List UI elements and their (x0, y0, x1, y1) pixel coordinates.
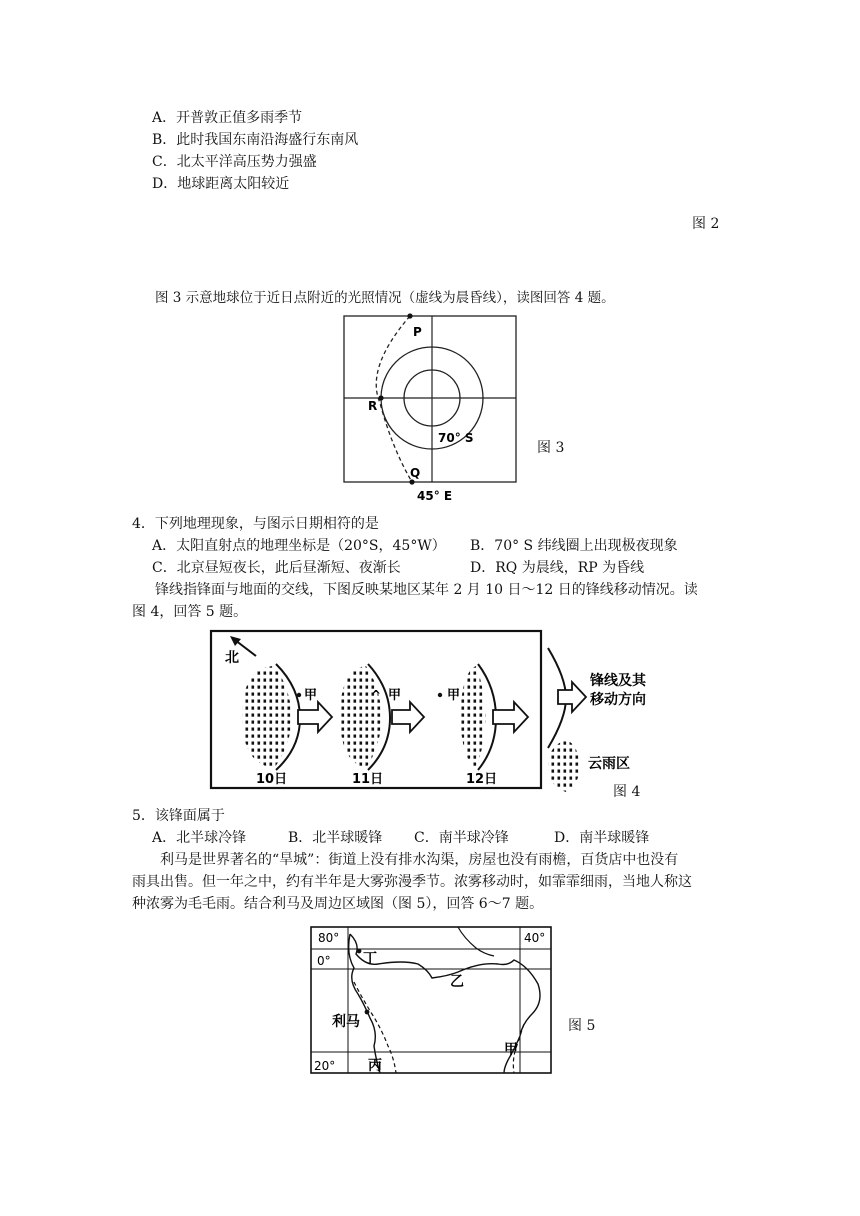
fig5-label-bing: 丙 (368, 1058, 382, 1074)
fig4-intro-line1: 锋线指锋面与地面的交线，下图反映某地区某年 2 月 10 日～12 日的锋线移动情况。读 (155, 582, 698, 598)
fig5-label-lima: 利马 (332, 1014, 360, 1030)
fig5-label-40: 40° (524, 931, 546, 945)
q4-option-c: C．北京昼短夜长，此后昼渐短、夜渐长 (152, 560, 401, 576)
fig3-label-r: R (368, 399, 378, 413)
fig5-label-ding: 丁 (363, 951, 377, 967)
fig5-caption: 图 5 (568, 1018, 596, 1034)
fig2-caption: 图 2 (692, 216, 720, 232)
q4-option-a: A．太阳直射点的地理坐标是（20°S，45°W） (152, 538, 446, 554)
fig5-label-80: 80° (318, 931, 340, 945)
fig4-legend-front-1: 锋线及其 (590, 673, 646, 689)
fig3-label-q: Q (410, 466, 421, 480)
q4-stem: 4．下列地理现象，与图示日期相符的是 (132, 516, 379, 532)
q3-option-a: A．开普敦正值多雨季节 (152, 110, 303, 126)
fig3-label-p: P (413, 325, 422, 339)
fig4-jia-11: 甲 (388, 688, 402, 703)
fig5-label-jia: 甲 (504, 1042, 518, 1058)
fig5-label-eq: 0° (317, 954, 331, 968)
fig3-intro: 图 3 示意地球位于近日点附近的光照情况（虚线为晨昏线），读图回答 4 题。 (155, 290, 615, 306)
fig4-legend-rain: 云雨区 (588, 756, 630, 772)
fig4-jia-10: 甲 (304, 688, 318, 703)
q5-option-c: C．南半球冷锋 (414, 830, 509, 846)
q5-option-b: B．北半球暖锋 (288, 830, 383, 846)
fig5-map (308, 924, 556, 1076)
q3-option-d: D．地球距离太阳较近 (152, 176, 290, 192)
fig4-legend-front-2: 移动方向 (590, 692, 646, 708)
lima-intro-line3: 种浓雾为毛毛雨。结合利马及周边区域图（图 5），回答 6～7 题。 (132, 896, 544, 912)
lima-intro-line2: 雨具出售。但一年之中，约有半年是大雾弥漫季节。浓雾移动时，如霏霏细雨，当地人称这 (132, 874, 692, 890)
fig4-north-label: 北 (225, 650, 239, 666)
fig3-label-lon: 45° E (417, 489, 453, 503)
q4-option-b: B．70° S 纬线圈上出现极夜现象 (470, 538, 678, 554)
fig4-day-12: 12日 (466, 772, 498, 787)
q4-option-d: D．RQ 为晨线，RP 为昏线 (470, 560, 645, 576)
fig4-diagram (208, 628, 656, 800)
q3-option-b: B．此时我国东南沿海盛行东南风 (152, 132, 359, 148)
fig3-caption: 图 3 (537, 440, 565, 456)
fig5-label-20: 20° (314, 1059, 336, 1073)
fig4-day-10: 10日 (256, 772, 288, 787)
fig3-label-lat: 70° S (438, 431, 474, 445)
q5-option-a: A．北半球冷锋 (152, 830, 247, 846)
q5-stem: 5．该锋面属于 (132, 808, 225, 824)
fig4-intro-line2: 图 4，回答 5 题。 (132, 604, 248, 620)
fig3-diagram (340, 308, 540, 506)
lima-intro-line1: 利马是世界著名的“旱城”：街道上没有排水沟渠，房屋也没有雨檐，百货店中也没有 (160, 852, 679, 868)
fig4-jia-12: 甲 (447, 688, 461, 703)
q3-option-c: C．北太平洋高压势力强盛 (152, 154, 317, 170)
fig5-label-yi: 乙 (450, 974, 464, 990)
fig4-caption: 图 4 (613, 784, 641, 800)
q5-option-d: D．南半球暖锋 (554, 830, 650, 846)
svg-text:^: ^ (371, 688, 382, 702)
fig4-day-11: 11日 (352, 772, 384, 787)
